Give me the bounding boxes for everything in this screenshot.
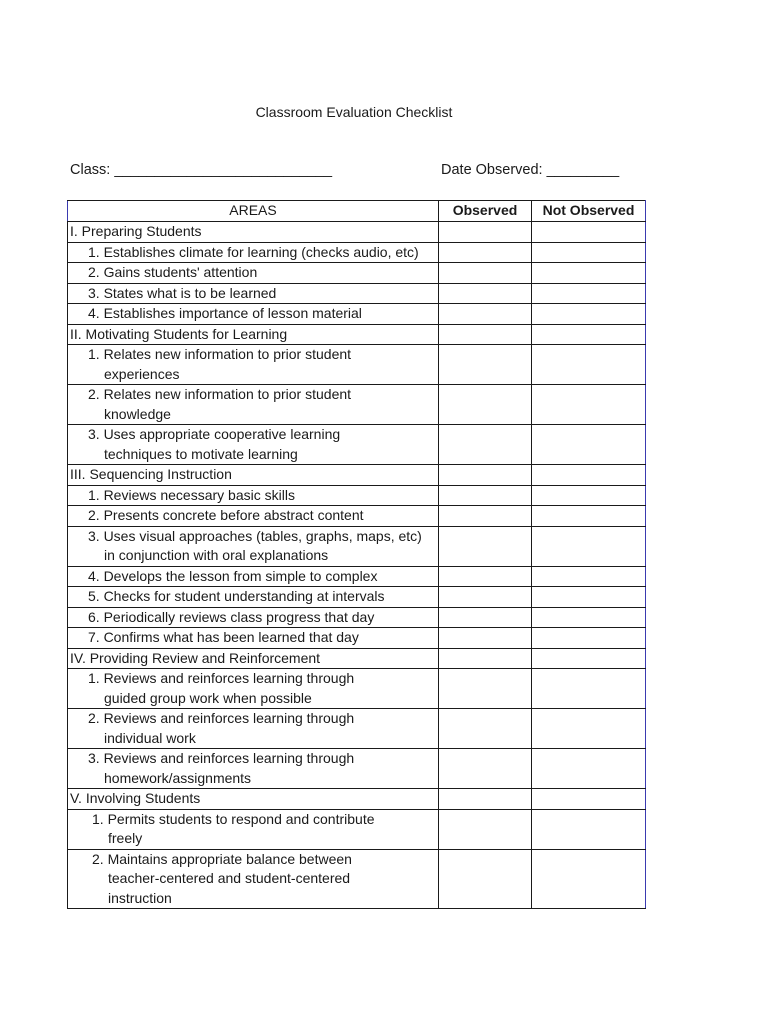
table-row	[68, 628, 646, 649]
section-heading	[68, 222, 439, 243]
table-row	[68, 485, 646, 506]
observed-checkbox-cell[interactable]	[439, 324, 532, 345]
checklist-item	[68, 345, 439, 385]
table-row	[68, 526, 646, 566]
not-observed-checkbox-cell[interactable]	[532, 849, 646, 909]
checklist-item	[68, 485, 439, 506]
item-text-continued: experiences	[104, 365, 180, 382]
observed-checkbox-cell[interactable]	[439, 849, 532, 909]
item-text: 4. Establishes importance of lesson material	[88, 305, 362, 321]
table-row	[68, 587, 646, 608]
item-text-continued: guided group work when possible	[104, 689, 312, 706]
checklist-item	[68, 587, 439, 608]
table-row	[68, 809, 646, 849]
item-text: 2. Relates new information to prior student	[88, 386, 352, 402]
observed-checkbox-cell[interactable]	[439, 506, 532, 527]
checklist-item	[68, 526, 439, 566]
item-text: 3. States what is to be learned	[88, 284, 277, 301]
section-row	[68, 648, 646, 669]
section-row	[68, 324, 646, 345]
not-observed-checkbox-cell[interactable]	[532, 648, 646, 669]
table-row	[68, 283, 646, 304]
observed-checkbox-cell[interactable]	[439, 587, 532, 608]
item-text: 6. Periodically reviews class progress that day	[88, 608, 375, 625]
table-row	[68, 263, 646, 284]
item-text: 5. Checks for student understanding at intervals	[88, 588, 385, 604]
checklist-item	[68, 263, 439, 284]
section-heading	[68, 324, 439, 345]
table-row	[68, 506, 646, 527]
not-observed-checkbox-cell[interactable]	[532, 465, 646, 486]
checklist-item	[68, 242, 439, 263]
class-field[interactable]: Class: ___________________________	[70, 162, 333, 178]
not-observed-checkbox-cell[interactable]	[532, 607, 646, 628]
table-row	[68, 304, 646, 325]
item-text: 1. Permits students to respond and contribute	[92, 810, 375, 827]
not-observed-checkbox-cell[interactable]	[532, 789, 646, 810]
section-row	[68, 789, 646, 810]
checklist-item	[68, 749, 439, 789]
not-observed-checkbox-cell[interactable]	[532, 242, 646, 263]
not-observed-checkbox-cell[interactable]	[532, 669, 646, 709]
observed-checkbox-cell[interactable]	[439, 263, 532, 284]
table-row	[68, 345, 646, 385]
item-text-continued: freely	[108, 830, 143, 846]
item-text: 3. Uses visual approaches (tables, graphs, maps, etc)	[88, 527, 422, 544]
table-row	[68, 849, 646, 909]
item-text-continued: instruction	[108, 889, 172, 906]
observed-checkbox-cell[interactable]	[439, 385, 532, 425]
observed-checkbox-cell[interactable]	[439, 566, 532, 587]
observed-checkbox-cell[interactable]	[439, 283, 532, 304]
observed-checkbox-cell[interactable]	[439, 465, 532, 486]
not-observed-checkbox-cell[interactable]	[532, 263, 646, 284]
item-text-continued: homework/assignments	[104, 769, 252, 786]
item-text: 7. Confirms what has been learned that day	[88, 629, 359, 645]
item-text: 1. Reviews necessary basic skills	[88, 486, 295, 503]
item-text: II. Motivating Students for Learning	[70, 325, 288, 342]
not-observed-checkbox-cell[interactable]	[532, 526, 646, 566]
item-text: 3. Uses appropriate cooperative learning	[88, 426, 341, 442]
observed-checkbox-cell[interactable]	[439, 669, 532, 709]
not-observed-checkbox-cell[interactable]	[532, 566, 646, 587]
item-text: 4. Develops the lesson from simple to complex	[88, 567, 378, 584]
checklist-item	[68, 709, 439, 749]
not-observed-checkbox-cell[interactable]	[532, 506, 646, 527]
item-text-continued: in conjunction with oral explanations	[104, 547, 329, 563]
table-row	[68, 425, 646, 465]
observed-checkbox-cell[interactable]	[439, 222, 532, 243]
item-text-continued: techniques to motivate learning	[104, 445, 298, 462]
not-observed-checkbox-cell[interactable]	[532, 485, 646, 506]
not-observed-checkbox-cell[interactable]	[532, 749, 646, 789]
not-observed-checkbox-cell[interactable]	[532, 385, 646, 425]
item-text: V. Involving Students	[70, 790, 201, 806]
observed-checkbox-cell[interactable]	[439, 789, 532, 810]
item-text: 2. Presents concrete before abstract content	[88, 507, 364, 523]
date-observed-field[interactable]: Date Observed: _________	[441, 162, 620, 178]
table-row	[68, 385, 646, 425]
not-observed-checkbox-cell[interactable]	[532, 324, 646, 345]
observed-checkbox-cell[interactable]	[439, 809, 532, 849]
checklist-item	[68, 849, 439, 909]
observed-checkbox-cell[interactable]	[439, 304, 532, 325]
table-row	[68, 749, 646, 789]
not-observed-checkbox-cell[interactable]	[532, 283, 646, 304]
table-row	[68, 669, 646, 709]
item-text: IV. Providing Review and Reinforcement	[70, 649, 321, 666]
item-text: 2. Gains students' attention	[88, 264, 258, 280]
observed-checkbox-cell[interactable]	[439, 425, 532, 465]
table-row	[68, 607, 646, 628]
not-observed-checkbox-cell[interactable]	[532, 709, 646, 749]
item-text: 2. Reviews and reinforces learning through	[88, 710, 355, 726]
section-row	[68, 465, 646, 486]
observed-checkbox-cell[interactable]	[439, 709, 532, 749]
section-heading	[68, 465, 439, 486]
item-text: 1. Establishes climate for learning (checks audio, etc)	[88, 243, 419, 260]
not-observed-checkbox-cell[interactable]	[532, 628, 646, 649]
checklist-item	[68, 425, 439, 465]
item-text: III. Sequencing Instruction	[70, 466, 232, 482]
checklist-item	[68, 809, 439, 849]
item-text: I. Preparing Students	[70, 223, 202, 239]
not-observed-checkbox-cell[interactable]	[532, 809, 646, 849]
table-header-row	[68, 201, 646, 222]
not-observed-checkbox-cell[interactable]	[532, 587, 646, 608]
not-observed-checkbox-cell[interactable]	[532, 304, 646, 325]
item-text-continued: individual work	[104, 729, 196, 746]
checklist-item	[68, 628, 439, 649]
checklist-item	[68, 566, 439, 587]
document-title: Classroom Evaluation Checklist	[255, 104, 453, 120]
section-heading	[68, 789, 439, 810]
checklist-item	[68, 283, 439, 304]
header-observed: Observed	[439, 201, 532, 222]
item-text: 1. Reviews and reinforces learning through	[88, 670, 355, 686]
section-heading	[68, 648, 439, 669]
table-row	[68, 242, 646, 263]
observed-checkbox-cell[interactable]	[439, 526, 532, 566]
table-row	[68, 566, 646, 587]
observed-checkbox-cell[interactable]	[439, 242, 532, 263]
header-not-observed: Not Observed	[532, 201, 646, 222]
observed-checkbox-cell[interactable]	[439, 749, 532, 789]
checklist-item	[68, 669, 439, 709]
table-row	[68, 709, 646, 749]
observed-checkbox-cell[interactable]	[439, 485, 532, 506]
item-text-continued: teacher-centered and student-centered	[108, 870, 351, 886]
evaluation-checklist-table	[67, 200, 646, 909]
observed-checkbox-cell[interactable]	[439, 607, 532, 628]
not-observed-checkbox-cell[interactable]	[532, 345, 646, 385]
item-text: 2. Maintains appropriate balance between	[92, 850, 352, 867]
not-observed-checkbox-cell[interactable]	[532, 222, 646, 243]
observed-checkbox-cell[interactable]	[439, 345, 532, 385]
header-areas: AREAS	[68, 201, 439, 222]
item-text-continued: knowledge	[104, 405, 171, 422]
checklist-item	[68, 304, 439, 325]
item-text: 3. Reviews and reinforces learning through	[88, 750, 355, 766]
item-text: 1. Relates new information to prior student	[88, 346, 352, 362]
checklist-item	[68, 385, 439, 425]
observed-checkbox-cell[interactable]	[439, 648, 532, 669]
checklist-item	[68, 506, 439, 527]
not-observed-checkbox-cell[interactable]	[532, 425, 646, 465]
observed-checkbox-cell[interactable]	[439, 628, 532, 649]
section-row	[68, 222, 646, 243]
checklist-item	[68, 607, 439, 628]
